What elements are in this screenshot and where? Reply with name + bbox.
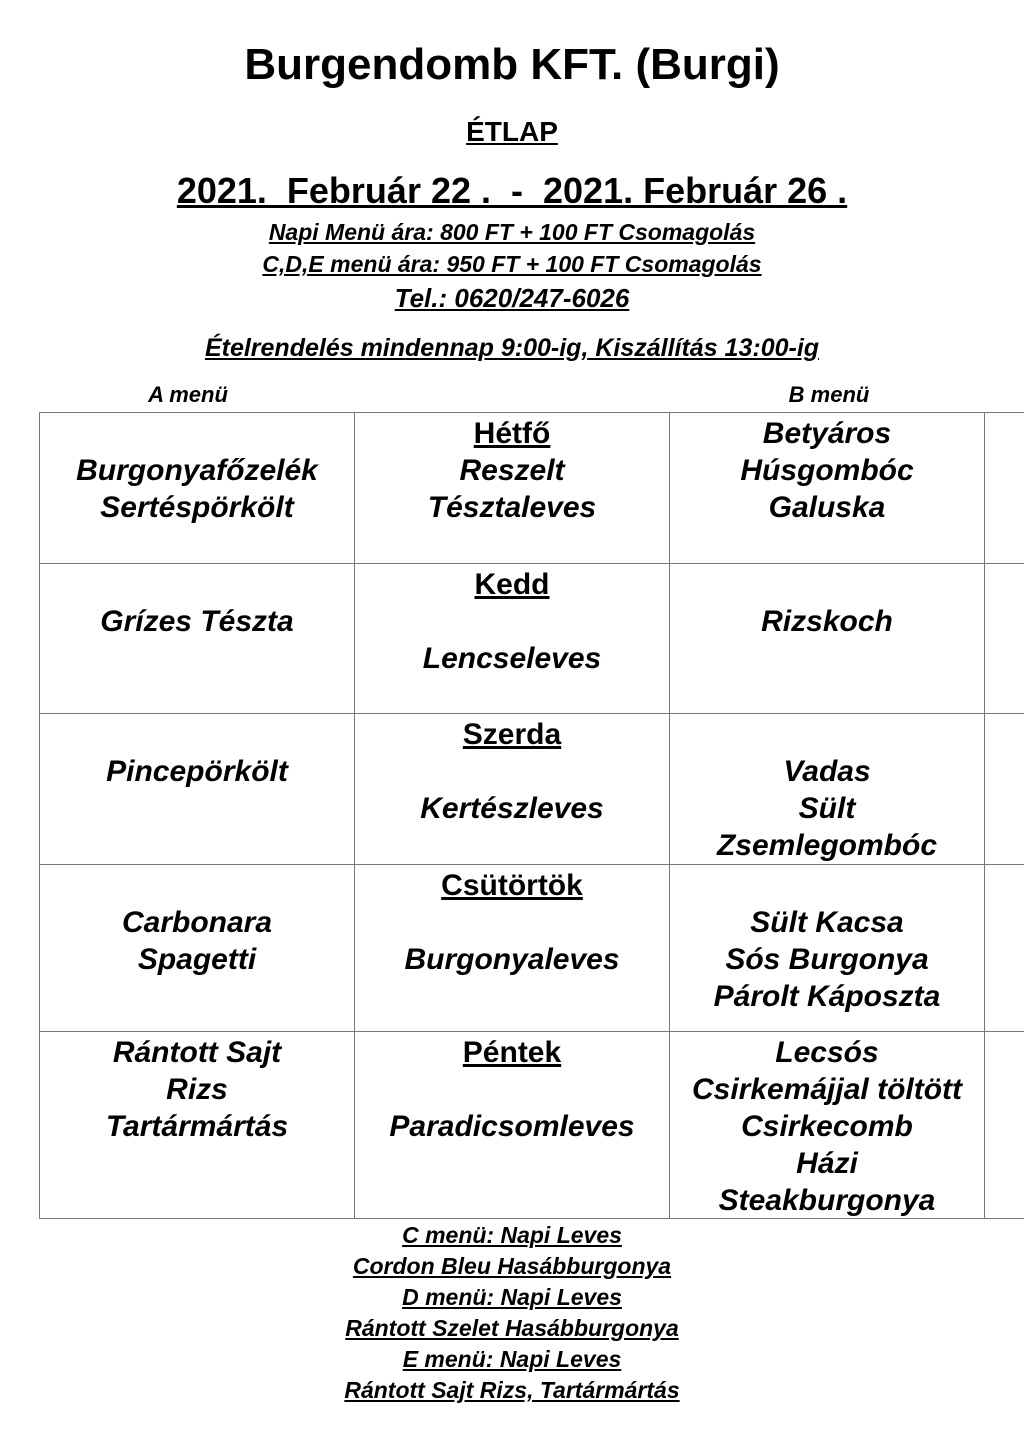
a-menu-cell	[40, 714, 355, 865]
dish-line: Sós Burgonya	[725, 943, 929, 976]
order-info: Ételrendelés mindennap 9:00-ig, Kiszállítás 13:00-ig	[204, 334, 820, 362]
b-menu-cell	[670, 714, 985, 865]
soup-cell	[355, 564, 670, 714]
phone-number: Tel.: 0620/247-6026	[394, 283, 630, 313]
c-menu-label: C menü: Napi Leves	[402, 1222, 622, 1248]
b-menu-cell	[670, 865, 985, 1032]
dish-line: Paradicsomleves	[389, 1110, 635, 1143]
dish-line: Rizs	[166, 1073, 228, 1106]
dish-line: Betyáros	[762, 417, 892, 450]
dish-line: Párolt Káposzta	[713, 980, 941, 1013]
dish-line: Grízes Tészta	[100, 605, 294, 638]
b-menu-cell	[670, 413, 985, 564]
dish-line: Zsemlegombóc	[716, 829, 938, 862]
day-name: Kedd	[474, 568, 550, 601]
dish-line: Házi	[796, 1147, 858, 1180]
a-menu-cell	[40, 564, 355, 714]
extra-cell	[985, 413, 1024, 564]
dish-line: Húsgombóc	[740, 454, 914, 487]
dish-line: Kertészleves	[420, 792, 604, 825]
soup-cell	[355, 865, 670, 1032]
extra-cell	[985, 865, 1024, 1032]
e-menu-dish: Rántott Sajt Rizs, Tartármártás	[344, 1377, 680, 1403]
extra-cell	[985, 1032, 1024, 1219]
day-name: Csütörtök	[441, 869, 583, 902]
dish-line: Tartármártás	[105, 1110, 289, 1143]
date-range: 2021. Február 22 . - 2021. Február 26 .	[176, 170, 848, 211]
soup-cell	[355, 413, 670, 564]
dish-line: Sült Kacsa	[750, 906, 904, 939]
b-menu-cell	[670, 564, 985, 714]
c-menu-dish: Cordon Bleu Hasábburgonya	[352, 1253, 672, 1279]
a-menu-cell	[40, 865, 355, 1032]
day-name: Szerda	[462, 718, 562, 751]
page-title: Burgendomb KFT. (Burgi)	[244, 40, 780, 89]
soup-cell	[355, 714, 670, 865]
dish-line: Lecsós	[775, 1036, 879, 1069]
dish-line: Sült	[798, 792, 856, 825]
e-menu-label: E menü: Napi Leves	[402, 1346, 622, 1372]
dish-line: Galuska	[768, 491, 886, 524]
dish-line: Lencseleves	[422, 642, 602, 675]
dish-line: Burgonyafőzelék	[76, 454, 318, 487]
dish-line: Steakburgonya	[718, 1184, 936, 1217]
b-menu-cell	[670, 1032, 985, 1219]
column-header-a: A menü	[148, 382, 228, 407]
day-name: Hétfő	[473, 417, 551, 450]
menu-table	[39, 412, 1024, 1219]
soup-cell	[355, 1032, 670, 1219]
a-menu-cell	[40, 413, 355, 564]
dish-line: Rizskoch	[761, 605, 893, 638]
dish-line: Carbonara	[121, 906, 273, 939]
dish-line: Pincepörkölt	[106, 755, 288, 788]
dish-line: Sertéspörkölt	[100, 491, 294, 524]
dish-line: Csirkecomb	[741, 1110, 913, 1143]
extra-cell	[985, 714, 1024, 865]
d-menu-label: D menü: Napi Leves	[402, 1284, 622, 1310]
day-name: Péntek	[462, 1036, 562, 1069]
dish-line: Rántott Sajt	[112, 1036, 282, 1069]
daily-price: Napi Menü ára: 800 FT + 100 FT Csomagolás	[268, 219, 756, 245]
menu-subtitle: ÉTLAP	[466, 116, 558, 147]
cde-price: C,D,E menü ára: 950 FT + 100 FT Csomagolás	[262, 251, 762, 277]
dish-line: Burgonyaleves	[404, 943, 620, 976]
dish-line: Tésztaleves	[427, 491, 597, 524]
dish-line: Spagetti	[137, 943, 257, 976]
column-header-b: B menü	[788, 382, 870, 407]
d-menu-dish: Rántott Szelet Hasábburgonya	[345, 1315, 679, 1341]
dish-line: Vadas	[783, 755, 871, 788]
dish-line: Csirkemájjal töltött	[691, 1073, 963, 1106]
a-menu-cell	[40, 1032, 355, 1219]
extra-cell	[985, 564, 1024, 714]
dish-line: Reszelt	[459, 454, 565, 487]
